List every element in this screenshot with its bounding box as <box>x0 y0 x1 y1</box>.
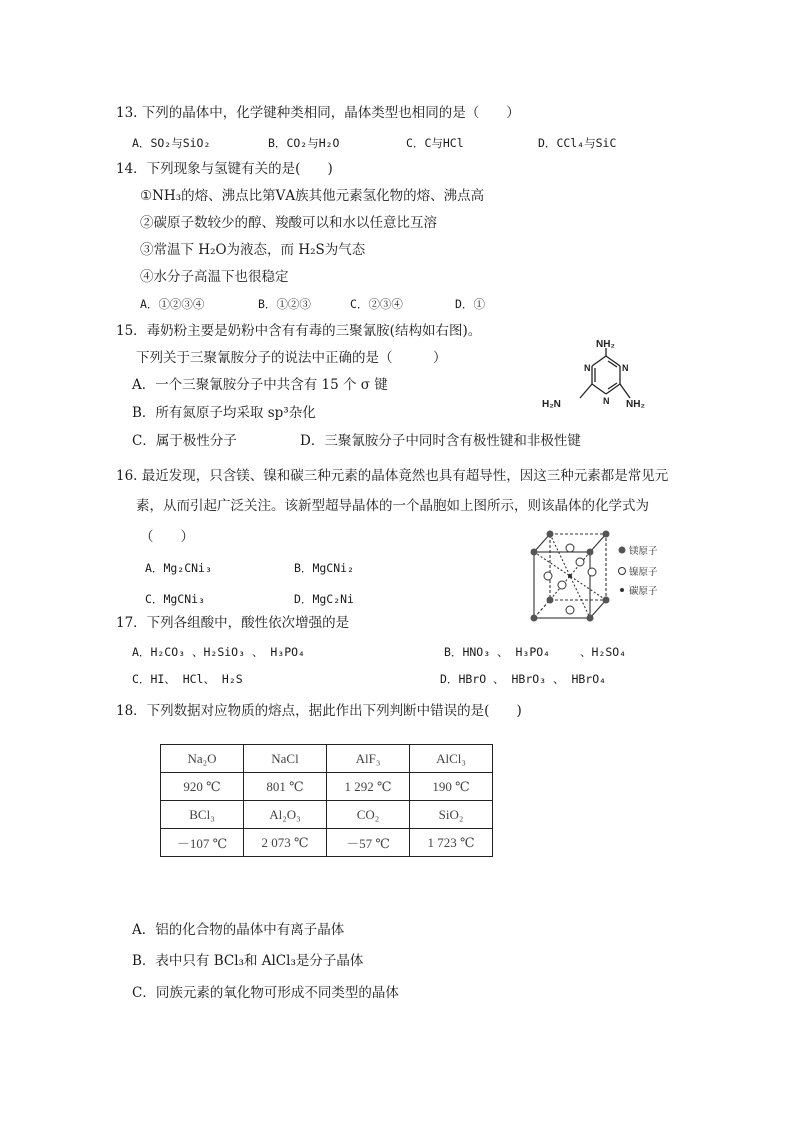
q18-option-c: C．同族元素的氧化物可形成不同类型的晶体 <box>132 985 399 1001</box>
table-cell: AlF₃ <box>327 745 410 773</box>
crystal-unit-cell-diagram <box>526 528 666 626</box>
table-cell: 1 292 ℃ <box>327 773 410 801</box>
q13-option-d: D．CCl₄与SiC <box>538 136 617 150</box>
q14-option-d: D．① <box>455 297 485 311</box>
q13-option-a: A．SO₂与SiO₂ <box>132 136 211 150</box>
q16-option-a: A．Mg₂CNi₃ <box>145 561 212 575</box>
table-cell: 801 ℃ <box>244 773 327 801</box>
table-cell: Al₂O₃ <box>244 801 327 829</box>
table-row <box>161 829 493 857</box>
table-cell: NaCl <box>244 745 327 773</box>
legend-ni: 镍原子 <box>629 567 658 578</box>
melting-point-table <box>160 744 493 857</box>
q14-option-a: A．①②③④ <box>140 297 205 311</box>
table-cell: SiO₂ <box>410 801 493 829</box>
melamine-top-label: NH₂ <box>596 339 615 350</box>
q17-option-d: D．HBrO 、 HBrO₃ 、 HBrO₄ <box>440 672 607 686</box>
q15-sub-stem: 下列关于三聚氰胺分子的说法中正确的是（ ） <box>136 350 447 366</box>
table-cell: －57 ℃ <box>327 829 410 857</box>
table-row <box>161 801 493 829</box>
table-row <box>161 773 493 801</box>
table-cell: 1 723 ℃ <box>410 829 493 857</box>
q13-stem: 13. 下列的晶体中，化学键种类相同，晶体类型也相同的是（ ） <box>116 105 520 121</box>
table-cell: 190 ℃ <box>410 773 493 801</box>
q14-option-b: B．①②③ <box>258 297 311 311</box>
q17-option-a: A．H₂CO₃ 、H₂SiO₃ 、 H₃PO₄ <box>132 645 305 659</box>
q17-option-b: B．HNO₃ 、 H₃PO₄ 、H₂SO₄ <box>444 645 627 659</box>
q16-option-c: C．MgCNi₃ <box>145 592 205 606</box>
q18-option-a: A．铝的化合物的晶体中有离子晶体 <box>132 922 345 938</box>
melamine-ring-n-2: N <box>584 363 591 373</box>
q13-option-c: C．C与HCl <box>406 136 464 150</box>
q15-option-b: B．所有氮原子均采取 sp³杂化 <box>132 405 316 421</box>
q14-item-2: ②碳原子数较少的醇、羧酸可以和水以任意比互溶 <box>140 215 437 231</box>
q14-item-4: ④水分子高温下也很稳定 <box>140 269 289 285</box>
table-cell: BCl₃ <box>161 801 244 829</box>
table-cell: 2 073 ℃ <box>244 829 327 857</box>
q16-blank: （ ） <box>140 529 194 545</box>
q13-option-b: B．CO₂与H₂O <box>268 136 340 150</box>
q15-option-d: D．三聚氰胺分子中同时含有极性键和非极性键 <box>300 433 581 449</box>
table-cell: 920 ℃ <box>161 773 244 801</box>
q18-option-b: B．表中只有 BCl₃和 AlCl₃是分子晶体 <box>132 953 364 969</box>
table-cell: Na₂O <box>161 745 244 773</box>
q18-stem: 18．下列数据对应物质的熔点，据此作出下列判断中错误的是( ) <box>116 703 522 719</box>
q16-line-1: 16. 最近发现，只含镁、镍和碳三种元素的晶体竟然也具有超导性，因这三种元素都是常见元 <box>116 468 669 484</box>
melamine-ring-n-1: N <box>622 363 629 373</box>
legend-c: 碳原子 <box>629 586 658 597</box>
legend-mg: 镁原子 <box>629 546 658 557</box>
q14-item-1: ①NH₃的熔、沸点比第ⅤA族其他元素氢化物的熔、沸点高 <box>140 188 485 204</box>
q15-stem: 15．毒奶粉主要是奶粉中含有有毒的三聚氰胺(结构如右图)。 <box>116 323 482 339</box>
melamine-right-label: NH₂ <box>626 399 645 410</box>
q16-line-2: 素，从而引起广泛关注。该新型超导晶体的一个晶胞如上图所示，则该晶体的化学式为 <box>136 498 649 514</box>
melamine-structure-diagram <box>540 336 660 416</box>
table-row <box>161 745 493 773</box>
q16-option-d: D．MgC₂Ni <box>294 592 354 606</box>
q17-stem: 17．下列各组酸中，酸性依次增强的是 <box>116 615 350 631</box>
table-cell: AlCl₃ <box>410 745 493 773</box>
q14-stem: 14．下列现象与氢键有关的是( ) <box>116 161 333 177</box>
q14-option-c: C．②③④ <box>350 297 403 311</box>
q14-item-3: ③常温下 H₂O为液态，而 H₂S为气态 <box>140 242 366 258</box>
q15-option-c: C．属于极性分子 <box>132 433 237 449</box>
q15-option-a: A．一个三聚氰胺分子中共含有 15 个 σ 键 <box>132 377 388 393</box>
melamine-left-label: H₂N <box>542 399 561 410</box>
melamine-ring-n-3: N <box>603 396 610 406</box>
q16-option-b: B．MgCNi₂ <box>294 561 354 575</box>
q17-option-c: C．HI、 HCl、 H₂S <box>132 672 243 686</box>
table-cell: －107 ℃ <box>161 829 244 857</box>
table-cell: CO₂ <box>327 801 410 829</box>
